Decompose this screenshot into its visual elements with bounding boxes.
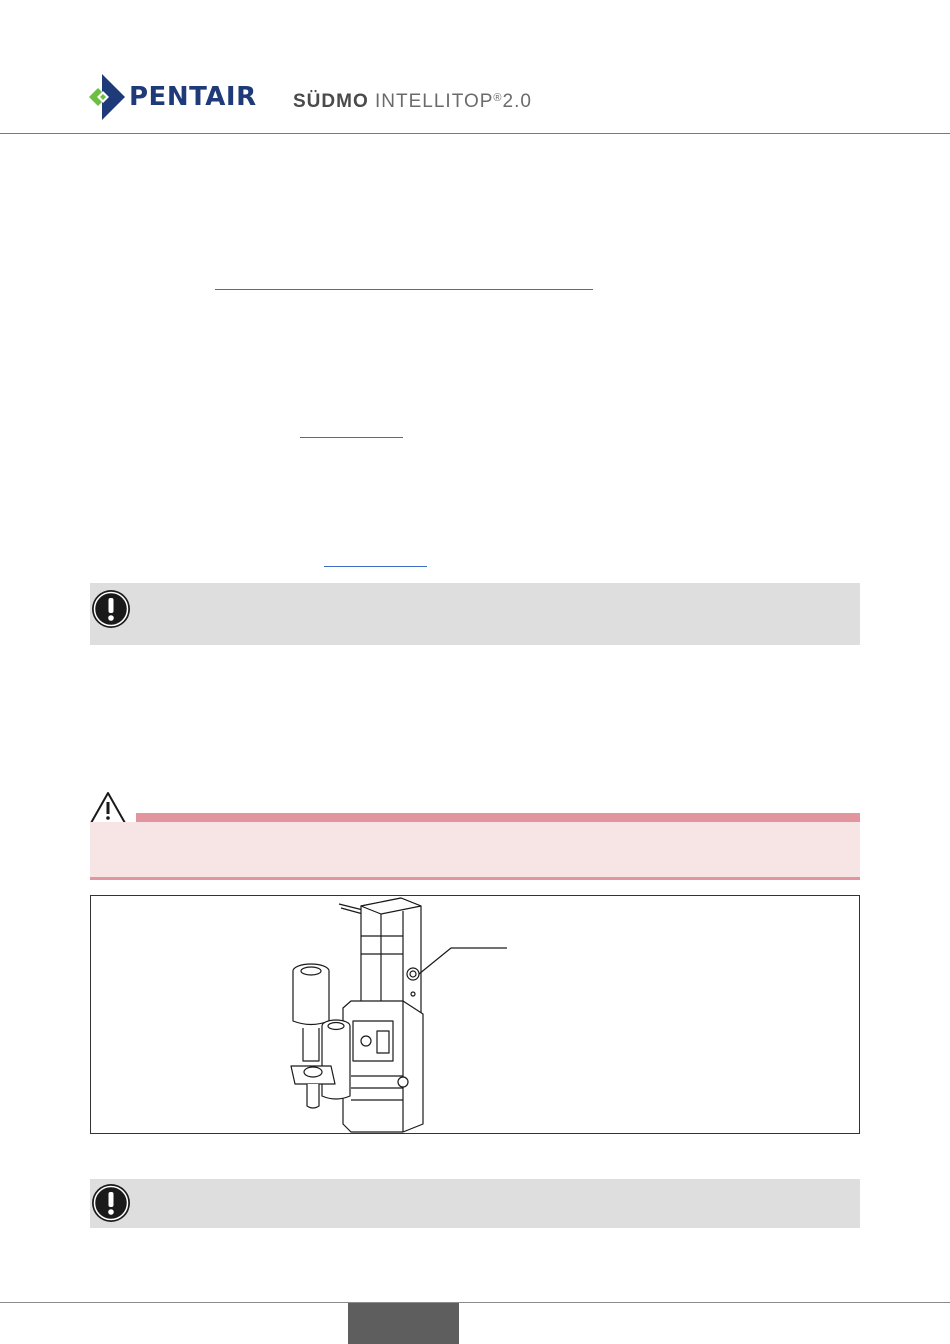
warning-band xyxy=(136,813,860,822)
note-box-2 xyxy=(90,1179,860,1228)
cross-reference-link-3[interactable] xyxy=(324,566,427,567)
pentair-diamond-icon xyxy=(89,74,129,120)
exclamation-circle-icon xyxy=(91,1183,131,1223)
brand-name: PENTAIR xyxy=(129,82,257,112)
registered-mark: ® xyxy=(493,92,503,104)
product-brand: SÜDMO xyxy=(293,91,369,112)
page-number-tab xyxy=(348,1303,459,1344)
header-divider xyxy=(0,133,950,134)
figure-frame xyxy=(90,895,860,1134)
exclamation-circle-icon xyxy=(91,589,131,629)
product-title xyxy=(293,86,532,114)
cross-reference-link-1[interactable] xyxy=(215,289,593,290)
footer-divider xyxy=(0,1302,950,1303)
note-box xyxy=(90,583,860,645)
cross-reference-link-2[interactable] xyxy=(300,437,403,438)
warning-box xyxy=(90,822,860,880)
product-name: INTELLITOP xyxy=(368,91,494,112)
product-version: 2.0 xyxy=(502,91,532,112)
warning-triangle-icon xyxy=(89,791,127,825)
valve-illustration xyxy=(91,896,859,1133)
